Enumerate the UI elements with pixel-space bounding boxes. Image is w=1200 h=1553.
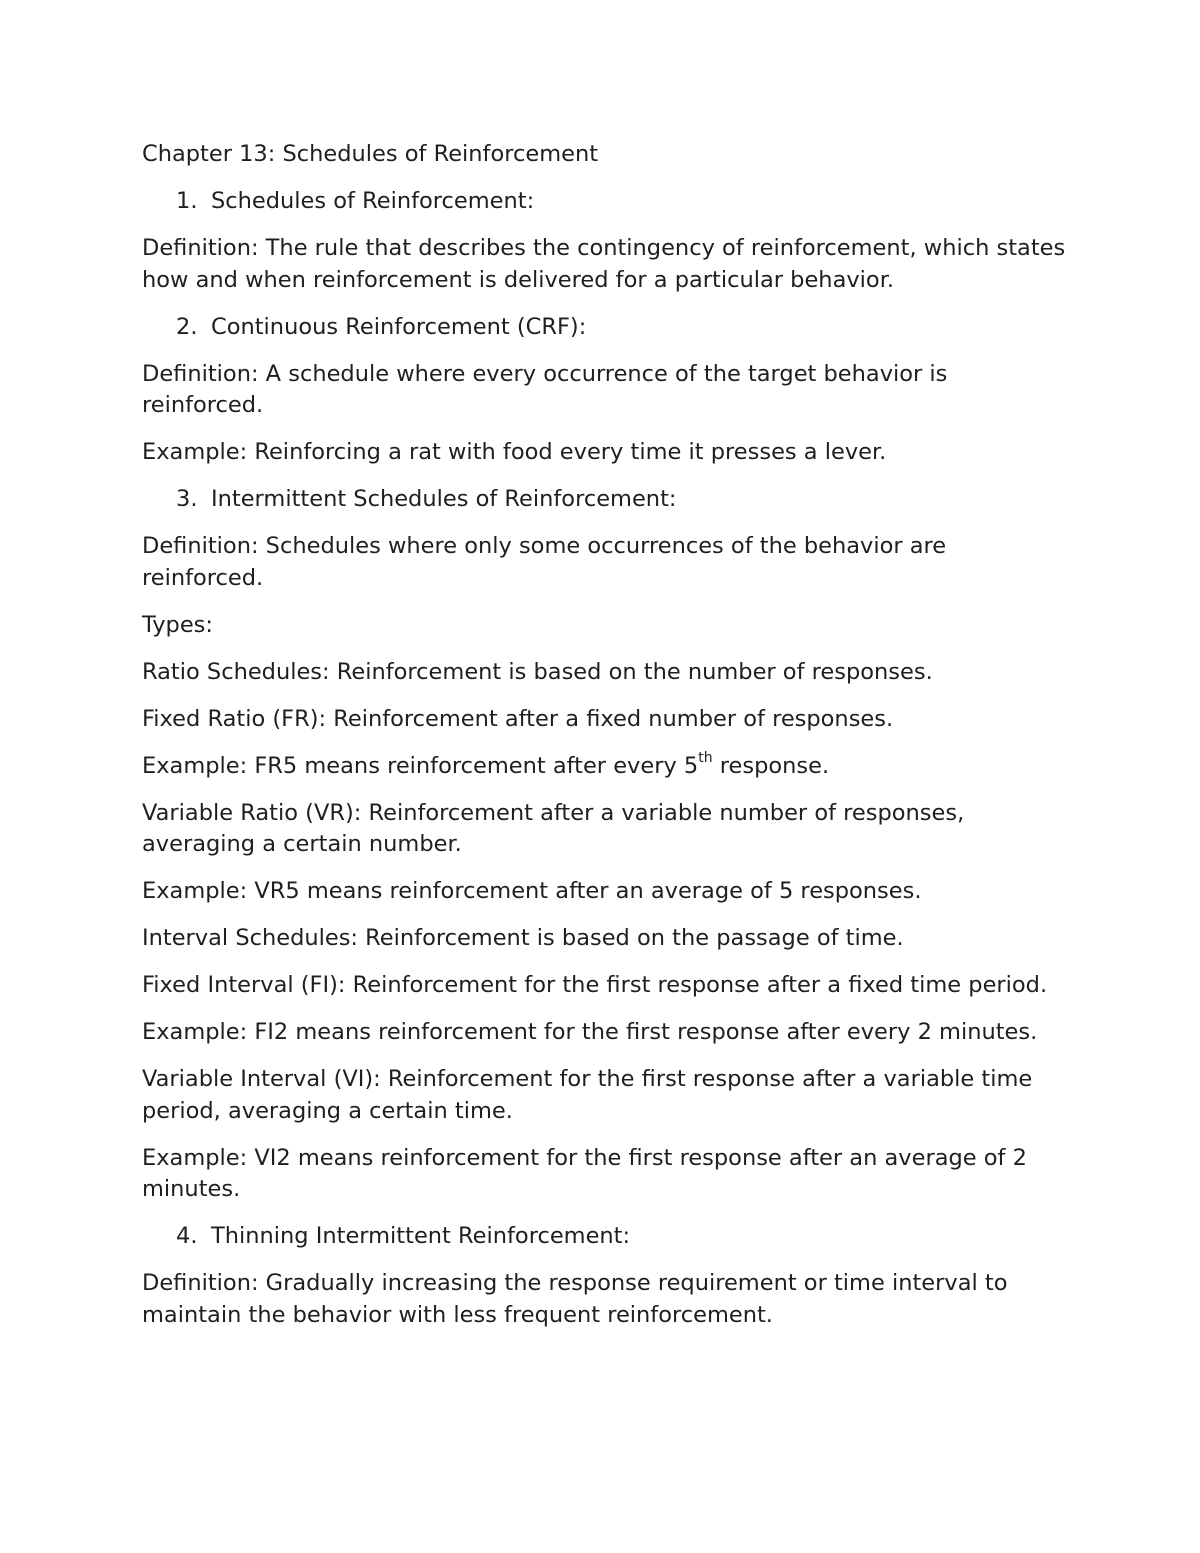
fixed-interval-paragraph: Fixed Interval (FI): Reinforcement for the first response after a fixed time period.	[142, 972, 1048, 998]
list-number: 3.	[176, 486, 198, 512]
section-4-heading	[142, 1221, 1072, 1253]
list-number: 2.	[176, 313, 198, 340]
chapter-title: Chapter 13: Schedules of Reinforcement	[142, 141, 599, 167]
list-number: 1.	[176, 188, 198, 214]
interval-schedules-paragraph: Interval Schedules: Reinforcement is based on the passage of time.	[142, 925, 904, 951]
section-4-definition: Definition: Gradually increasing the response requirement or time interval to maintain the behavior with less frequent reinforcement.	[142, 1270, 1008, 1328]
section-3-heading	[142, 484, 1072, 516]
section-1-heading	[142, 186, 1072, 218]
list-heading-text: Continuous Reinforcement (CRF):	[211, 313, 587, 340]
section-3-definition: Definition: Schedules where only some occurrences of the behavior are reinforced.	[142, 533, 947, 591]
fixed-interval-example: Example: FI2 means reinforcement for the first response after every 2 minutes.	[142, 1019, 1038, 1045]
fr-example-tail: response.	[712, 752, 830, 779]
variable-ratio-example: Example: VR5 means reinforcement after an average of 5 responses.	[142, 878, 922, 904]
variable-interval-paragraph: Variable Interval (VI): Reinforcement for the first response after a variable time period, averaging a certain time.	[142, 1066, 1033, 1124]
document-body	[142, 139, 1072, 1347]
superscript-th: th	[698, 750, 713, 766]
variable-interval-example: Example: VI2 means reinforcement for the first response after an average of 2 minutes.	[142, 1144, 1027, 1202]
section-2-heading	[142, 312, 1072, 344]
variable-ratio-paragraph: Variable Ratio (VR): Reinforcement after a variable number of responses, averaging a certain number.	[142, 799, 965, 857]
section-2-example: Example: Reinforcing a rat with food every time it presses a lever.	[142, 439, 887, 465]
list-heading-text: Schedules of Reinforcement:	[211, 188, 535, 214]
section-1-definition: Definition: The rule that describes the contingency of reinforcement, which states how and when reinforcement is delivered for a particular behavior.	[142, 235, 1066, 293]
types-label: Types:	[142, 611, 213, 638]
list-number: 4.	[176, 1223, 198, 1249]
ratio-schedules-paragraph: Ratio Schedules: Reinforcement is based on the number of responses.	[142, 658, 933, 685]
section-2-definition: Definition: A schedule where every occurrence of the target behavior is reinforced.	[142, 360, 948, 418]
list-heading-text: Intermittent Schedules of Reinforcement:	[211, 486, 677, 512]
fr-example-text: Example: FR5 means reinforcement after every 5	[142, 752, 699, 779]
list-heading-text: Thinning Intermittent Reinforcement:	[211, 1223, 631, 1249]
fixed-ratio-example	[142, 751, 1072, 783]
fixed-ratio-paragraph: Fixed Ratio (FR): Reinforcement after a fixed number of responses.	[142, 705, 894, 732]
